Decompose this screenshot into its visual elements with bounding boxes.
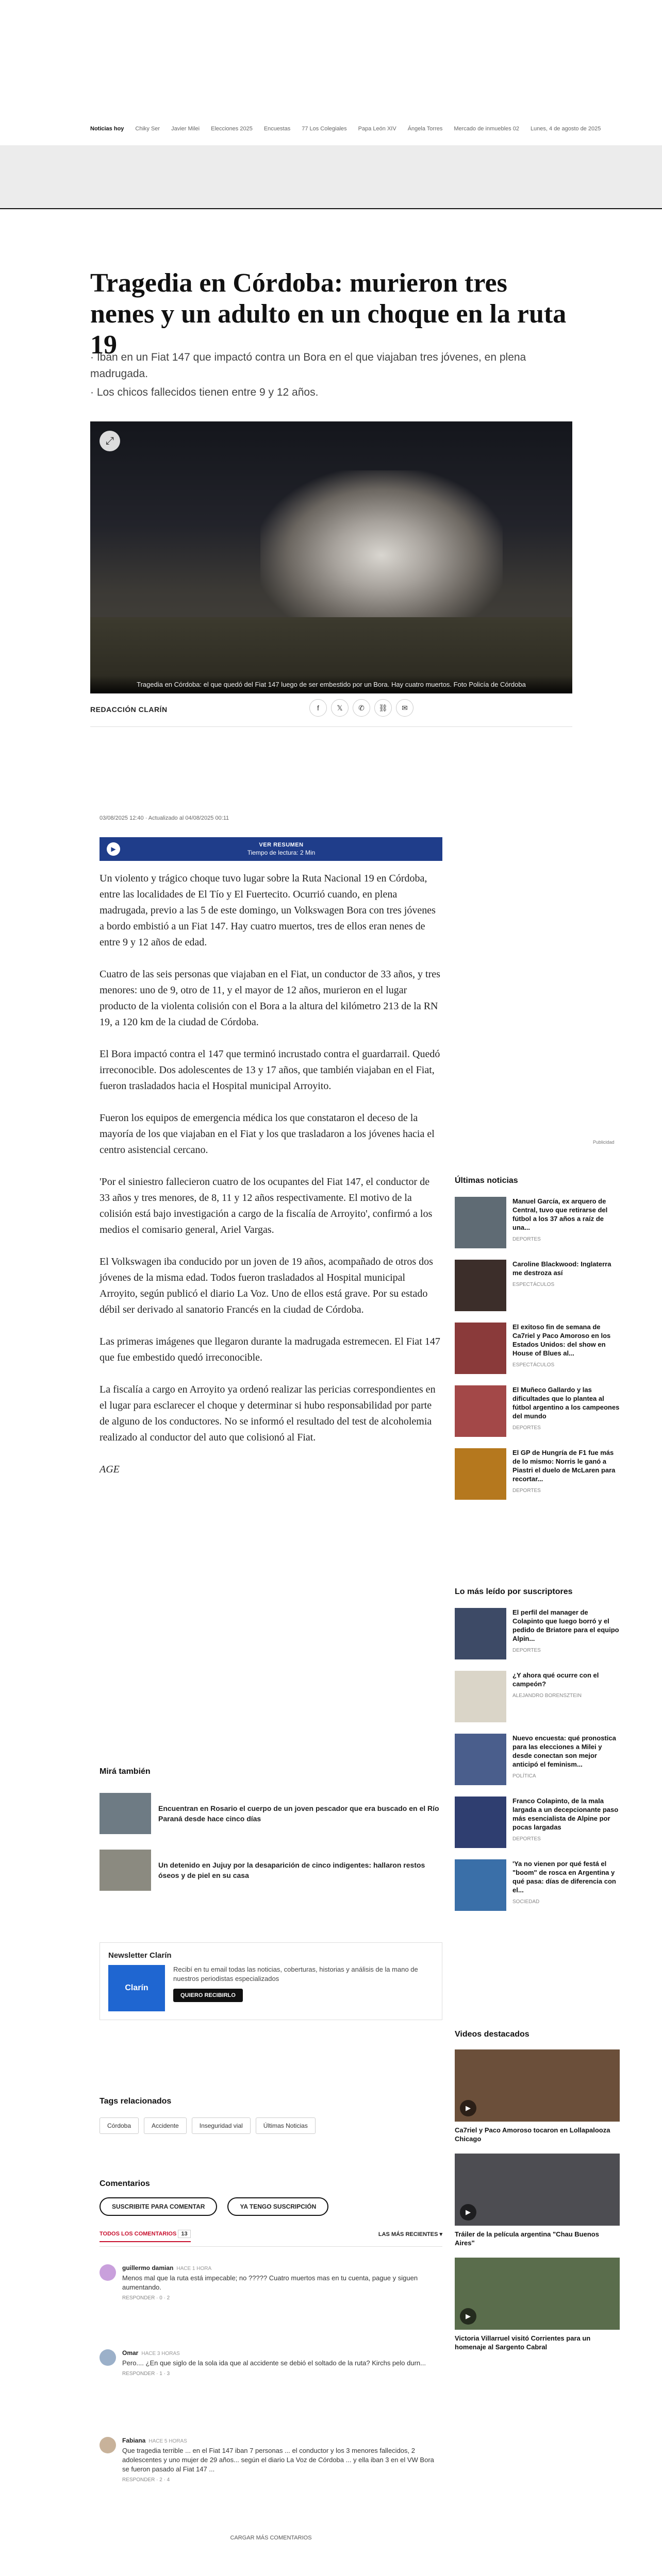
paragraph: Un violento y trágico choque tuvo lugar sobre la Ruta Nacional 19 en Córdoba, entre las localidades de El Tío y El Fuertecito. Ocurrió cuando, en plena madrugada, previo a las 5 de este domingo, un Volkswagen Bora con tres jóvenes a bordo embistió a un Fiat 147. Hay cuatro muertos, tres de ellos eran nenes de entre 9 y 12 años de edad. — [100, 873, 436, 948]
related-title: Mirá también — [100, 1767, 151, 1776]
thumbnail — [100, 1850, 151, 1891]
play-icon[interactable]: ▶ — [460, 2100, 476, 2116]
item-title: Franco Colapinto, de la mala largada a un decepcionante paso más esencialista de Alpine por pocas largadas — [512, 1797, 619, 1831]
list-item[interactable] — [455, 1448, 620, 1500]
thumbnail — [455, 1260, 506, 1311]
item-title: Nuevo encuesta: qué pronostica para las elecciones a Milei y desde conectan son mejor anticipó el feminism... — [512, 1734, 616, 1768]
sidebar-ad — [455, 948, 610, 1077]
divider — [0, 208, 662, 209]
paragraph: Cuatro de las seis personas que viajaban en el Fiat, un conductor de 33 años, y tres menores: uno de 9, otro de 11, y el mayor de 12 años, murieron en el lugar producto de la violenta colisión con el Bora a la altura del kilómetro 213 de la RN 19, a 120 km de la ciudad de Córdoba. — [100, 969, 440, 1028]
section-title: Últimas noticias — [455, 1176, 518, 1185]
newsletter-subscribe-button[interactable]: QUIERO RECIBIRLO — [173, 1989, 243, 2002]
email-icon[interactable]: ✉ — [396, 699, 413, 717]
trending-link[interactable]: Mercado de inmuebles 02 — [454, 126, 519, 132]
current-date: Lunes, 4 de agosto de 2025 — [530, 126, 601, 132]
comments-actions — [100, 2197, 328, 2216]
comment-author[interactable]: Fabiana — [122, 2437, 146, 2444]
featured-videos — [455, 2030, 620, 2351]
newsletter-box — [100, 1942, 442, 2020]
item-tag: DEPORTES — [512, 1425, 541, 1431]
list-item[interactable] — [455, 1608, 620, 1659]
video-title: Victoria Villarruel visitó Corrientes para un homenaje al Sargento Cabral — [455, 2334, 591, 2351]
trending-link[interactable]: Javier Milei — [171, 126, 200, 132]
paragraph: Fueron los equipos de emergencia médica los que constataron el deceso de la mayoría de los que viajaban en el Fiat y los que trasladaron a los jóvenes hacia el centro asistencial cercano. — [100, 1112, 435, 1156]
video-item[interactable] — [455, 2154, 620, 2247]
byline[interactable]: REDACCIÓN CLARÍN — [90, 705, 168, 714]
item-tag: DEPORTES — [512, 1836, 541, 1842]
item-tag: DEPORTES — [512, 1488, 541, 1494]
section-title: Lo más leído por suscriptores — [455, 1587, 573, 1596]
tag-chip[interactable]: Córdoba — [100, 2117, 139, 2134]
video-thumbnail — [455, 2258, 620, 2330]
item-tag: POLÍTICA — [512, 1773, 536, 1779]
related-headline: Encuentran en Rosario el cuerpo de un joven pescador que era buscado en el Río Paraná desde hace cinco días — [158, 1804, 439, 1823]
item-tag: ESPECTÁCULOS — [512, 1282, 555, 1287]
newsletter-title: Newsletter Clarín — [108, 1951, 172, 1960]
whatsapp-icon[interactable]: ✆ — [353, 699, 370, 717]
item-title: El perfil del manager de Colapinto que luego borró y el pedido de Briatore para el equipo Alpin... — [512, 1608, 619, 1642]
comment-author[interactable]: guillermo damian — [122, 2264, 174, 2272]
article-body — [100, 871, 442, 1494]
related-item[interactable] — [100, 1793, 442, 1834]
item-title: El GP de Hungría de F1 fue más de lo mismo: Norris le ganó a Piastri el duelo de McLaren para recortar... — [512, 1449, 616, 1483]
thumbnail — [455, 1448, 506, 1500]
trending-link[interactable]: 77 Los Colegiales — [302, 126, 347, 132]
thumbnail — [455, 1859, 506, 1911]
tag-chip[interactable]: Accidente — [144, 2117, 187, 2134]
article-subtitles — [90, 349, 570, 403]
tab-label: TODOS LOS COMENTARIOS — [100, 2231, 177, 2237]
top-header — [0, 0, 662, 61]
paragraph: El Bora impactó contra el 147 que terminó incrustado contra el guardarrail. Quedó irreconocible. Dos adolescentes de 13 y 17 años, que también viajaban en el Fiat, fueron trasladados hacia el Hospital municipal Arroyito. — [100, 1048, 440, 1092]
chevron-down-icon: ▾ — [439, 2231, 442, 2238]
most-read — [455, 1587, 620, 1911]
subtitle: · Los chicos fallecidos tienen entre 9 y 12 años. — [90, 386, 319, 398]
list-item[interactable] — [455, 1197, 620, 1248]
comment-actions[interactable]: RESPONDER · 1 · 3 — [122, 2371, 170, 2377]
trending-link[interactable]: Ángela Torres — [407, 126, 443, 132]
play-icon[interactable]: ▶ — [107, 842, 120, 856]
thumbnail — [455, 1797, 506, 1848]
comment-time: HACE 1 HORA — [176, 2266, 212, 2272]
item-title: ¿Y ahora qué ocurre con el campeón? — [512, 1671, 599, 1688]
share-bar — [309, 699, 413, 717]
ad-label: Publicidad — [593, 1140, 615, 1145]
comment-text: Pero.... ¿En que siglo de la sola ida que al accidente se debió el soltado de la ruta? Kirchs pelo durn... — [122, 2359, 426, 2367]
facebook-icon[interactable]: f — [309, 699, 327, 717]
item-tag: SOCIEDAD — [512, 1899, 540, 1905]
item-tag: ALEJANDRO BORENSZTEIN — [512, 1693, 582, 1699]
reading-time: Tiempo de lectura: 2 Min — [247, 849, 316, 856]
item-title: 'Ya no vienen por qué festá el "boom" de rosca en Argentina y qué pasa: días de diferencia con el... — [512, 1860, 616, 1894]
summary-player[interactable] — [100, 837, 442, 861]
avatar — [100, 2437, 116, 2453]
list-item[interactable] — [455, 1323, 620, 1374]
comment — [100, 2264, 442, 2301]
trending-bar — [90, 126, 601, 132]
article-title: Tragedia en Córdoba: murieron tres nenes y un adulto en un choque en la ruta 19 — [90, 268, 567, 360]
comment-text: Menos mal que la ruta está impecable; no ????? Cuatro muertos mas en tu cuenta, pague y siguen aumentando. — [122, 2274, 418, 2291]
tab-all-comments[interactable] — [100, 2231, 191, 2242]
latest-news — [455, 1176, 620, 1500]
comment — [100, 2437, 442, 2483]
trending-link[interactable]: Papa León XIV — [358, 126, 396, 132]
thumbnail — [455, 1734, 506, 1785]
list-item[interactable] — [455, 1385, 620, 1437]
subtitle: · Iban en un Fiat 147 que impactó contra un Bora en el que viajaban tres jóvenes, en plena madrugada. — [90, 351, 526, 380]
section-title: Videos destacados — [455, 2030, 529, 2039]
item-tag: DEPORTES — [512, 1236, 541, 1242]
trending-label: Noticias hoy — [90, 126, 124, 132]
summary-label: VER RESUMEN — [259, 842, 304, 848]
avatar — [100, 2264, 116, 2281]
list-item[interactable] — [455, 1734, 620, 1785]
comment-time: HACE 5 HORAS — [148, 2438, 187, 2444]
ad-banner — [0, 145, 662, 208]
video-thumbnail — [455, 2049, 620, 2122]
related-item[interactable] — [100, 1850, 442, 1891]
expand-icon[interactable]: ⤢ — [100, 431, 120, 451]
avatar — [100, 2349, 116, 2366]
load-more-comments[interactable]: CARGAR MÁS COMENTARIOS — [230, 2535, 312, 2541]
comment-text: Que tragedia terrible ... en el Fiat 147 iban 7 personas ... el conductor y los 3 menores fallecidos, 2 adolescentes y uno mujer de 29 años... según el diario La Voz de Córdoba ... y ella iban 3 en el VW Bora se fueron pasado al Fiat 147 ... — [122, 2447, 434, 2473]
comment-author[interactable]: Omar — [122, 2349, 139, 2357]
paragraph: La fiscalía a cargo en Arroyito ya ordenó realizar las pericias correspondientes en el lugar para esclarecer el choque y determinar si hubo responsabilidad por parte de alguno de los conductores. No se informó el resultado del test de alcoholemia realizado al conductor del auto que colisionó al Fiat. — [100, 1384, 436, 1443]
newsletter-desc: Recibí en tu email todas las noticias, coberturas, historias y análisis de la mano de nuestros periodistas especializados — [173, 1965, 418, 1982]
newsletter-logo: Clarín — [108, 1965, 165, 2011]
paragraph: El Volkswagen iba conducido por un joven de 19 años, acompañado de otros dos jóvenes de la misma edad. Todos fueron trasladados al Hospital municipal Arroyito, según publicó el diario La Voz. Uno de ellos está grave. Por su estado débil ser derivado al sanatorio Francés en la ciudad de Córdoba. — [100, 1256, 433, 1315]
thumbnail — [455, 1323, 506, 1374]
item-tag: ESPECTÁCULOS — [512, 1362, 555, 1368]
video-item[interactable] — [455, 2049, 620, 2143]
tag-chip[interactable]: Últimas Noticias — [256, 2117, 316, 2134]
trending-link[interactable]: Encuestas — [263, 126, 291, 132]
tags-list — [100, 2117, 316, 2134]
thumbnail — [455, 1197, 506, 1248]
thumbnail — [100, 1793, 151, 1834]
thumbnail — [455, 1608, 506, 1659]
list-item[interactable] — [455, 1797, 620, 1848]
comments-count: 13 — [178, 2230, 190, 2238]
already-subscribed-button[interactable]: YA TENGO SUSCRIPCIÓN — [227, 2197, 328, 2216]
video-item[interactable] — [455, 2258, 620, 2351]
summary-text — [127, 841, 435, 857]
comment-actions[interactable]: RESPONDER · 0 · 2 — [122, 2295, 170, 2301]
item-title: Manuel García, ex arquero de Central, tuvo que retirarse del fútbol a los 37 años a raíz de una... — [512, 1197, 608, 1231]
x-icon[interactable]: 𝕏 — [331, 699, 349, 717]
sort-dropdown[interactable] — [378, 2231, 442, 2242]
paragraph: 'Por el siniestro fallecieron cuatro de los ocupantes del Fiat 147, el conductor de 33 años y tres menores, de 8, 11 y 12 años respectivamente. El motivo de la colisión está bajo investigación a cargo de la fiscalía de Arroyito', confirmó a los medios el comisario general, Ariel Vargas. — [100, 1176, 433, 1235]
thumbnail — [455, 1671, 506, 1722]
video-thumbnail — [455, 2154, 620, 2226]
item-tag: DEPORTES — [512, 1648, 541, 1653]
video-title: Ca7riel y Paco Amoroso tocaron en Lollapalooza Chicago — [455, 2126, 610, 2143]
tags-title: Tags relacionados — [100, 2097, 172, 2106]
video-title: Tráiler de la película argentina "Chau Buenos Aires" — [455, 2230, 599, 2247]
link-icon[interactable]: ⛓ — [374, 699, 392, 717]
sort-label: LAS MÁS RECIENTES — [378, 2231, 438, 2238]
article-dates: 03/08/2025 12:40 · Actualizado al 04/08/2025 00:11 — [100, 815, 229, 821]
list-item[interactable] — [455, 1671, 620, 1722]
divider — [90, 726, 572, 727]
comment-actions[interactable]: RESPONDER · 2 · 4 — [122, 2477, 170, 2483]
list-item[interactable] — [455, 1260, 620, 1311]
agency-signature: AGE — [100, 1464, 120, 1475]
item-title: El exitoso fin de semana de Ca7riel y Paco Amoroso en los Estados Unidos: del show en House of Blues al... — [512, 1323, 611, 1357]
play-icon[interactable]: ▶ — [460, 2308, 476, 2325]
related-headline: Un detenido en Jujuy por la desaparición de cinco indigentes: hallaron restos óseos y de piel en su casa — [158, 1861, 425, 1879]
paragraph: Las primeras imágenes que llegaron durante la madrugada estremecen. El Fiat 147 que fue embestido quedó irreconocible. — [100, 1336, 440, 1363]
hero-image-wreck — [260, 470, 503, 625]
list-item[interactable] — [455, 1859, 620, 1911]
comment-time: HACE 3 HORAS — [141, 2351, 180, 2357]
image-caption: Tragedia en Córdoba: el que quedó del Fiat 147 luego de ser embestido por un Bora. Hay cuatro muertos. Foto Policía de Córdoba — [90, 675, 572, 693]
subscribe-to-comment-button[interactable]: SUSCRIBITE PARA COMENTAR — [100, 2197, 217, 2216]
trending-link[interactable]: Elecciones 2025 — [211, 126, 253, 132]
comment — [100, 2349, 442, 2377]
trending-link[interactable]: Chiky Ser — [135, 126, 160, 132]
hero-image[interactable] — [90, 421, 572, 693]
tag-chip[interactable]: Inseguridad vial — [192, 2117, 251, 2134]
thumbnail — [455, 1385, 506, 1437]
item-title: El Muñeco Gallardo y las dificultades que lo plantea al fútbol argentino a los campeones del mundo — [512, 1386, 620, 1420]
play-icon[interactable]: ▶ — [460, 2204, 476, 2221]
comments-tabs — [100, 2231, 442, 2247]
item-title: Caroline Blackwood: Inglaterra me destroza así — [512, 1260, 611, 1277]
comments-title: Comentarios — [100, 2179, 150, 2188]
